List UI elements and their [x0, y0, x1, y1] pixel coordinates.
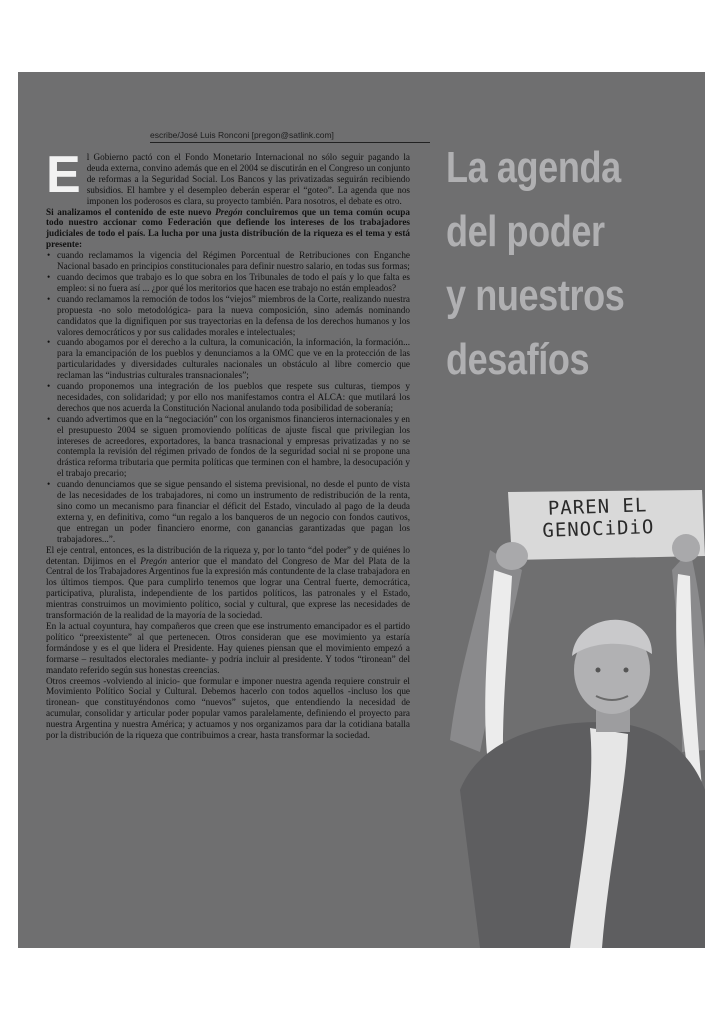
drop-cap: E	[46, 146, 81, 204]
headline-line-3: y nuestros	[446, 271, 625, 320]
list-item: • cuando reclamamos la vigencia del Régimen Porcentual de Retribuciones con Enganche Nacional basado en principios constitucionales para definir nuestro salario, en todas sus formas;	[46, 250, 410, 272]
intro-text: l Gobierno pactó con el Fondo Monetario Internacional no sólo seguir pagando la deuda externa, convino además que en el 2004 se discutirán en el Congreso un conjunto de reformas a la Seguridad Social. Los Bancos y las privatizadas seguirán recibiendo subsidios. El hambre y el desempleo deberán esperar el “goteo”. La agenda que nos imponen los poderosos es clara, su proyecto también. Para nosotros, el debate es otro.	[86, 152, 410, 206]
list-item: • cuando reclamamos la remoción de todos los “viejos” miembros de la Corte, realizando nuestra propuesta -no solo metodológica- para la nueva composición, sino además nominando candidatos que la dignifiquen por sus trayectorias en la defensa de los derechos humanos y los valores democráticos y por sus calidades morales e intelectuales;	[46, 294, 410, 338]
publication-name: Pregón	[215, 206, 243, 217]
body-paragraph: Otros creemos -volviendo al inicio- que formular e imponer nuestra agenda requiere construir el Movimiento Político Social y Cultural. Debemos hacerlo con todos aquellos -incluso los que tironean- que constituyéndonos como “nuevos” sujetos, que entendiendo la necesidad de acumular, consolidar y articular poder popular vamos paralelamente, definiendo el proyecto para nuestra Argentina y nuestra América; y actuamos y nos organizamos para dar la cotidiana batalla por la distribución de la riqueza que contribuimos a crear, hasta transformar la sociedad.	[46, 675, 410, 741]
headline-line-4: desafíos	[446, 335, 590, 384]
article-body	[46, 146, 410, 741]
headline	[446, 136, 651, 392]
list-item: • cuando advertimos que en la “negociación” con los organismos financieros internacionales y en el presupuesto 2004 se siguen promoviendo políticas de ajuste fiscal que privilegian los intereses de acreedores, exportadores, la banca trasnacional y empresas privatizadas y no se contempla la revisión del régimen privado de fondos de la seguridad social ni se propone una drástica reforma tributaria que permita políticas que terminen con el hambre, la desocupación y el trabajo precario;	[46, 414, 410, 479]
headline-line-1: La agenda	[446, 143, 621, 192]
list-item: • cuando proponemos una integración de los pueblos que respete sus culturas, tiempos y necesidades, con solidaridad; y por ello nos manifestamos contra el ALCA: que mutilará los derechos que nos acuerda la Constitución Nacional anulando toda posibilidad de soberanía;	[46, 381, 410, 414]
list-item: • cuando decimos que trabajo es lo que sobra en los Tribunales de todo el país y lo que falta es empleo: si no fuera así ... ¿por qué los meritorios que hacen ese trabajo no están empleados?	[46, 272, 410, 294]
sign-line-2: GENOCiDiO	[542, 516, 655, 542]
sign-line-1: PAREN EL	[547, 494, 648, 520]
list-item: • cuando abogamos por el derecho a la cultura, la comunicación, la información, la formación... para la emancipación de los pueblos y denunciamos a la OMC que ve en la protección de las particularidades y diversidades culturales nacionales un obstáculo al libre comercio que reclaman las “industrias culturales transnacionales”;	[46, 337, 410, 381]
publication-name: Pregón	[140, 555, 167, 566]
eye	[624, 668, 629, 673]
eye	[596, 668, 601, 673]
right-hand	[672, 534, 700, 562]
sign-text	[507, 493, 688, 543]
bullet-list	[46, 250, 410, 544]
byline: escribe/José Luis Ronconi [pregon@satlink.com]	[150, 130, 430, 143]
protester-photo	[420, 490, 705, 948]
left-hand	[496, 542, 528, 570]
body-paragraph: El eje central, entonces, es la distribución de la riqueza y, por lo tanto “del poder” y de quiénes lo detentan. Dijimos en el Pregón anterior que el mandato del Congreso de Mar del Plata de la Central de los Trabajadores Argentinos fue la expresión más contundente de la clase trabajadora en los últimos tiempos. Que para cumplirlo tenemos que lograr una Central fuerte, democrática, participativa, pluralista, independiente de los partidos políticos, las patronales y el Estado, mientras construimos un movimiento político, social y cultural, que exprese las necesidades de transformación de la realidad de la mayoría de la sociedad.	[46, 544, 410, 621]
list-item: • cuando denunciamos que se sigue pensando el sistema previsional, no desde el punto de vista de las necesidades de los trabajadores, ni como un instrumento de redistribución de la renta, sino como un mecanismo para financiar el déficit del Estado, vinculado al pago de la deuda externa y, en definitiva, como “un regalo a los banqueros de un negocio con fondos cautivos, que entregan un poder financiero enorme, con ganancias garantizadas que pagan los trabajadores...”.	[46, 479, 410, 544]
intro-paragraph	[46, 146, 410, 207]
body-paragraph: En la actual coyuntura, hay compañeros que creen que ese instrumento emancipador es el partido político “preexistente” al que pertenecen. Otros consideran que ese movimiento ya estaría formándose y es el que lidera el Presidente. Hay quienes piensan que el movimiento empezó a formarse – resultados electorales mediante- y podría incluir al presidente. Y todos “tironean” del mandato referido según sus honestas creencias.	[46, 620, 410, 675]
magazine-page	[18, 72, 705, 948]
lead-paragraph: Si analizamos el contenido de este nuevo Pregón concluiremos que un tema común ocupa todo nuestro accionar como Federación que defiende los intereses de los trabajadores judiciales de todo el país. La lucha por una justa distribución de la riqueza es el tema y está presente:	[46, 206, 410, 250]
headline-line-2: del poder	[446, 207, 605, 256]
